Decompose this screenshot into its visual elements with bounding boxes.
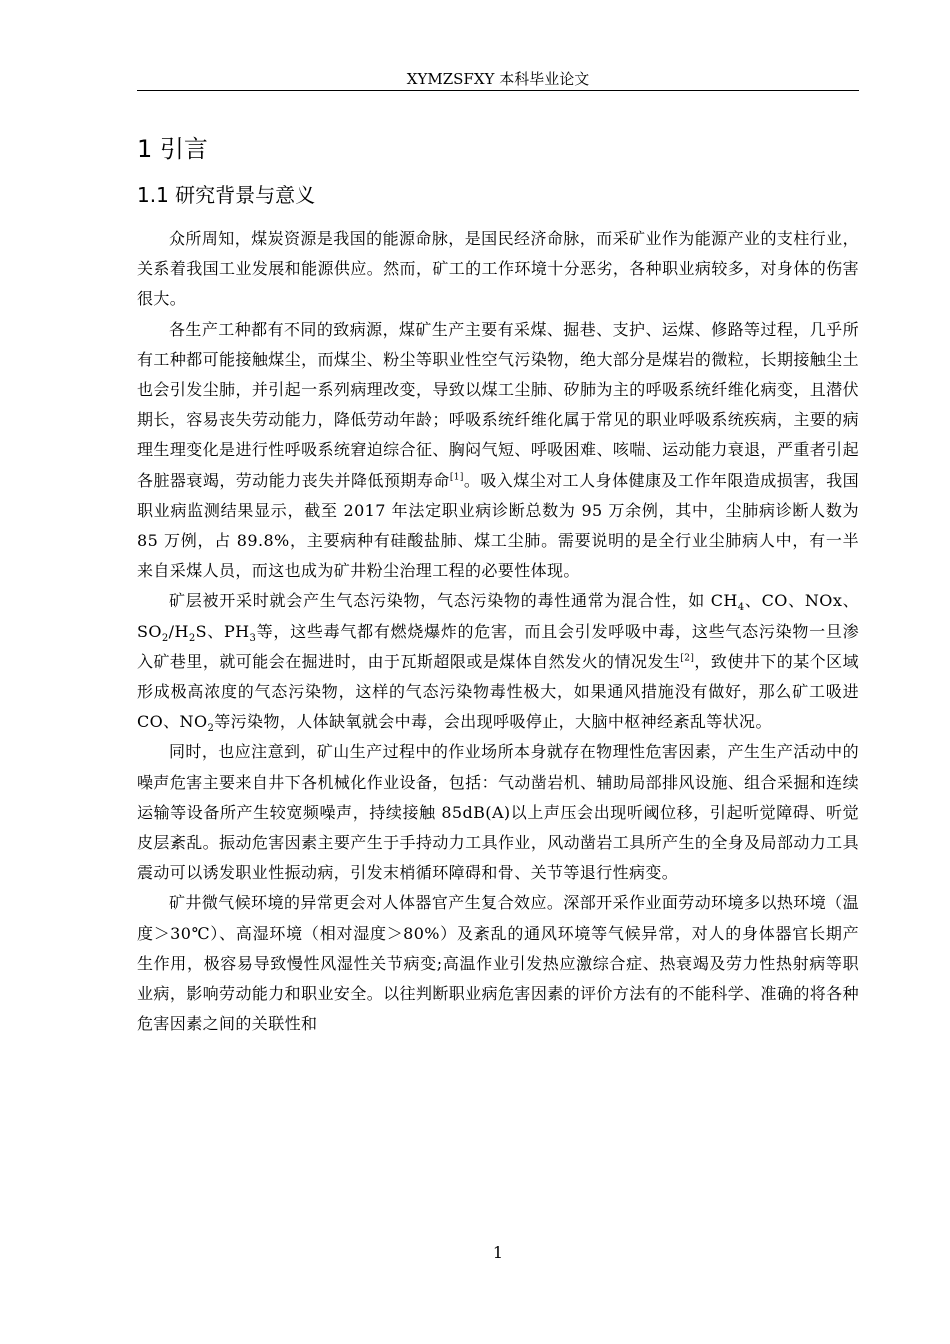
paragraph-3-t3: /H <box>168 621 189 641</box>
subscript-so2: 2 <box>161 632 169 644</box>
page-number: 1 <box>492 1243 504 1262</box>
paragraph-5 <box>137 888 859 1039</box>
running-header: XYMZSFXY 本科毕业论文 <box>406 70 590 88</box>
paragraph-3-t4: S、PH <box>195 621 250 641</box>
subscript-no2: 2 <box>207 723 215 735</box>
paragraph-3-t5: 等，这些毒气都有燃烧爆炸的危害，而且会引发呼吸中毒，这些气态污染物一旦渗入矿巷里，就可能会在掘进时，由于瓦斯超限或是煤体自然发火的情况发生 <box>137 621 859 671</box>
paragraph-1 <box>137 224 859 315</box>
subscript-ph3: 3 <box>249 632 257 644</box>
section-title: 1.1 研究背景与意义 <box>137 183 316 207</box>
paragraph-1-text: 众所周知，煤炭资源是我国的能源命脉，是国民经济命脉，而采矿业作为能源产业的支柱行业，关系着我国工业发展和能源供应。然而，矿工的工作环境十分恶劣，各种职业病较多，对身体的伤害很大。 <box>137 229 859 309</box>
paragraph-3-t6: ，致使井下的某个区域形成极高浓度的气态污染物，这样的气态污染物毒性极大，如果通风措施没有做好，那么矿工吸进 CO、NO <box>137 651 859 732</box>
page-body <box>137 128 859 1039</box>
paragraph-2-text-b: 。吸入煤尘对工人身体健康及工作年限造成损害，我国职业病监测结果显示，截至 2017 年法定职业病诊断总数为 95 万余例，其中，尘肺病诊断人数为 85 万例，占 89.8%，主要病种有硅酸盐肺、煤工尘肺。需要说明的是全行业尘肺病人中，有一半来自采煤人员，而这也成为矿井粉尘治理工程的必要性体现。 <box>137 470 859 581</box>
paragraph-5-text: 矿井微气候环境的异常更会对人体器官产生复合效应。深部开采作业面劳动环境多以热环境（温度＞30℃）、高湿环境（相对湿度＞80%）及紊乱的通风环境等气候异常，对人的身体器官长期产生作用，极容易导致慢性风湿性关节病变;高温作业引发热应激综合症、热衰竭及劳力性热射病等职业病，影响劳动能力和职业安全。以往判断职业病危害因素的评价方法有的不能科学、准确的将各种危害因素之间的关联性和 <box>137 893 859 1034</box>
paragraph-4 <box>137 737 859 888</box>
paragraph-3-t2: 、CO、NOx、SO <box>137 591 859 641</box>
paragraph-3 <box>137 586 859 737</box>
citation-2: [2] <box>680 653 695 664</box>
chapter-title: 1 引言 <box>137 135 208 163</box>
citation-1: [1] <box>449 472 464 483</box>
subscript-h2s: 2 <box>188 632 196 644</box>
paragraph-2-text-a: 各生产工种都有不同的致病源，煤矿生产主要有采煤、掘巷、支护、运煤、修路等过程，几乎所有工种都可能接触煤尘，而煤尘、粉尘等职业性空气污染物，绝大部分是煤岩的微粒，长期接触尘土也会引发尘肺，并引起一系列病理改变，导致以煤工尘肺、矽肺为主的呼吸系统纤维化病变，且潜伏期长，容易丧失劳动能力，降低劳动年龄；呼吸系统纤维化属于常见的职业呼吸系统疾病，主要的病理生理变化是进行性呼吸系统窘迫综合征、胸闷气短、呼吸困难、咳喘、运动能力衰退，严重者引起各脏器衰竭，劳动能力丧失并降低预期寿命 <box>137 319 859 490</box>
paragraph-4-text: 同时，也应注意到，矿山生产过程中的作业场所本身就存在物理性危害因素，产生生产活动中的噪声危害主要来自井下各机械化作业设备，包括：气动凿岩机、辅助局部排风设施、组合采掘和连续运输等设备所产生较宽频噪声，持续接触 85dB(A)以上声压会出现听阈位移，引起听觉障碍、听觉皮层紊乱。振动危害因素主要产生于手持动力工具作业，风动凿岩工具所产生的全身及局部动力工具震动可以诱发职业性振动病，引发末梢循环障碍和骨、关节等退行性病变。 <box>137 742 859 883</box>
paragraph-3-t7: 等污染物，人体缺氧就会中毒，会出现呼吸停止，大脑中枢神经紊乱等状况。 <box>214 712 772 732</box>
header-rule <box>137 90 859 91</box>
paragraph-3-t1: 矿层被开采时就会产生气态污染物，气态污染物的毒性通常为混合性，如 CH <box>169 591 738 611</box>
paragraph-2 <box>137 315 859 587</box>
subscript-ch4: 4 <box>737 602 745 614</box>
